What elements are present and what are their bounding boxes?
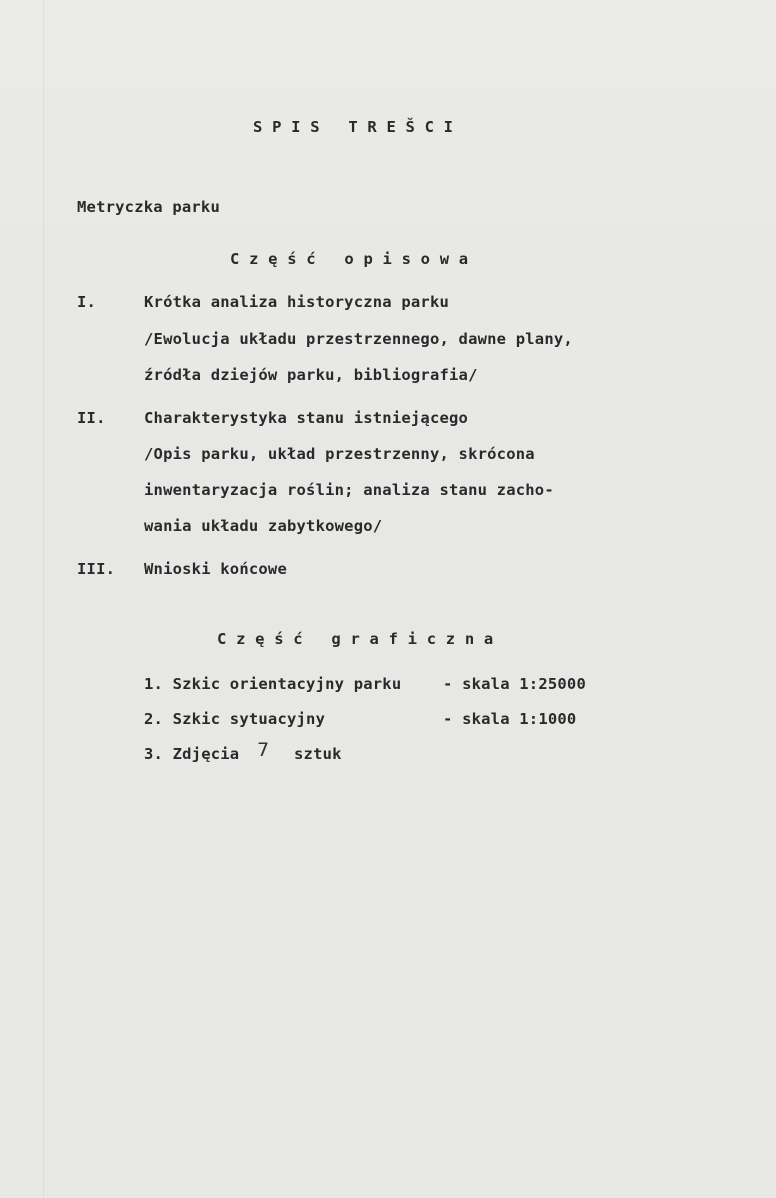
graphic-item-3-handwritten-count: 7 [257, 739, 270, 761]
section-graphic-heading: C z ę ś ć g r a f i c z n a [217, 630, 494, 648]
item-2-line-4: wania układu zabytkowego/ [144, 517, 383, 535]
graphic-item-1-scale: - skala 1:25000 [443, 675, 586, 693]
item-3-number: III. [77, 560, 116, 578]
item-2-line-3: inwentaryzacja roślin; analiza stanu zacho- [144, 481, 554, 499]
item-2-line-1: Charakterystyka stanu istniejącego [144, 409, 469, 427]
item-3-line-1: Wnioski końcowe [144, 560, 287, 578]
item-1-line-3: źródła dziejów parku, bibliografia/ [144, 366, 478, 384]
metryczka-heading: Metryczka parku [77, 198, 220, 216]
item-1-number: I. [77, 293, 97, 311]
graphic-item-1-label: 1. Szkic orientacyjny parku [144, 675, 402, 693]
item-2-number: II. [77, 409, 106, 427]
graphic-item-2-label: 2. Szkic sytuacyjny [144, 710, 326, 728]
graphic-item-3-label-suffix: sztuk [294, 745, 342, 763]
graphic-item-2-scale: - skala 1:1000 [443, 710, 577, 728]
item-1-line-2: /Ewolucja układu przestrzennego, dawne plany, [144, 330, 573, 348]
section-descriptive-heading: C z ę ś ć o p i s o w a [230, 250, 469, 268]
item-1-line-1: Krótka analiza historyczna parku [144, 293, 450, 311]
page-title: S P I S T R E Š C I [253, 118, 454, 136]
graphic-item-3-label-prefix: 3. Zdjęcia [144, 745, 240, 763]
item-2-line-2: /Opis parku, układ przestrzenny, skrócona [144, 445, 535, 463]
